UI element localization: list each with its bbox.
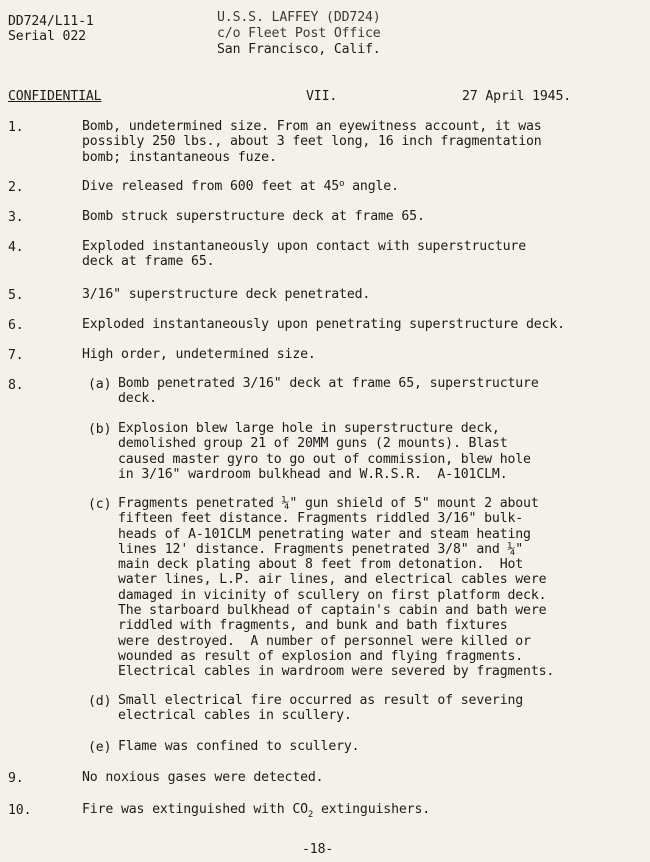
subitem-text: Fragments penetrated ¼" gun shield of 5" mount 2 about fifteen feet distance. Fragments riddled 3/16" bulk- heads of A-101CLM penetrating water and steam heating lines 12' distance. Fragments penetrated 3/8" and ¼" main deck plating about 8 feet from detonation. Hot water lines, L.P. air lines, and electrical cables were damaged in vicinity of scullery on first platform deck. The starboard bulkhead of captain's cabin and bath were riddled with fragments, and bunk and bath fixtures were destroyed. A number of personnel were killed or wounded as result of explosion and flying fragments. Electrical cables in wardroom were severed by fragments. xyxy=(118,496,555,680)
address-line-2: San Francisco, Calif. xyxy=(217,42,381,57)
item-text: Exploded instantaneously upon penetrating superstructure deck. xyxy=(82,317,565,332)
item-text: No noxious gases were detected. xyxy=(82,770,324,785)
item-text: Bomb, undetermined size. From an eyewitness account, it was possibly 250 lbs., about 3 feet long, 16 inch fragmentation bomb; instantaneous fuze. xyxy=(82,119,542,165)
item-number: 9. xyxy=(8,771,24,786)
item-text: Fire was extinguished with $CO_2$ extinguishers. xyxy=(82,802,431,820)
item-number: 4. xyxy=(8,240,24,255)
subitem-text: Small electrical fire occurred as result of severing electrical cables in scullery. xyxy=(118,693,524,724)
item-number: 2. xyxy=(8,180,24,195)
subitem-label: (c) xyxy=(88,497,112,512)
classification-label: CONFIDENTIAL xyxy=(8,89,102,104)
subitem-label: (a) xyxy=(88,377,112,392)
item-text: 3/16" superstructure deck penetrated. xyxy=(82,287,371,302)
item-number: 5. xyxy=(8,288,24,303)
page-number: -18- xyxy=(302,842,334,857)
item-text: Bomb struck superstructure deck at frame 65. xyxy=(82,209,425,224)
address-line-1: c/o Fleet Post Office xyxy=(217,26,381,41)
item-text: Dive released from 600 feet at 45$^o$ angle. xyxy=(82,179,399,194)
item-number: 8. xyxy=(8,378,24,393)
subitem-label: (b) xyxy=(88,422,112,437)
item-number: 7. xyxy=(8,348,24,363)
subitem-text: Explosion blew large hole in superstructure deck, demolished group 21 of 20MM guns (2 mounts). Blast caused master gyro to go out of commission, blew hole in 3/16" wardroom bulkhead and W.R.S.R. A-101CLM. xyxy=(118,421,531,482)
subitem-label: (d) xyxy=(88,694,112,709)
item-number: 3. xyxy=(8,210,24,225)
item-number: 1. xyxy=(8,120,24,135)
subitem-text: Flame was confined to scullery. xyxy=(118,739,360,754)
section-number: VII. xyxy=(306,89,338,104)
document-date: 27 April 1945. xyxy=(462,89,572,104)
subitem-label: (e) xyxy=(88,740,112,755)
item-number: 6. xyxy=(8,318,24,333)
serial-number: Serial 022 xyxy=(8,29,86,44)
item-number: 10. xyxy=(8,803,32,818)
subitem-text: Bomb penetrated 3/16" deck at frame 65, superstructure deck. xyxy=(118,376,539,407)
item-text: Exploded instantaneously upon contact with superstructure deck at frame 65. xyxy=(82,239,527,270)
file-reference: DD724/L11-1 xyxy=(8,14,94,29)
ship-name: U.S.S. LAFFEY (DD724) xyxy=(217,10,381,25)
item-text: High order, undetermined size. xyxy=(82,347,316,362)
